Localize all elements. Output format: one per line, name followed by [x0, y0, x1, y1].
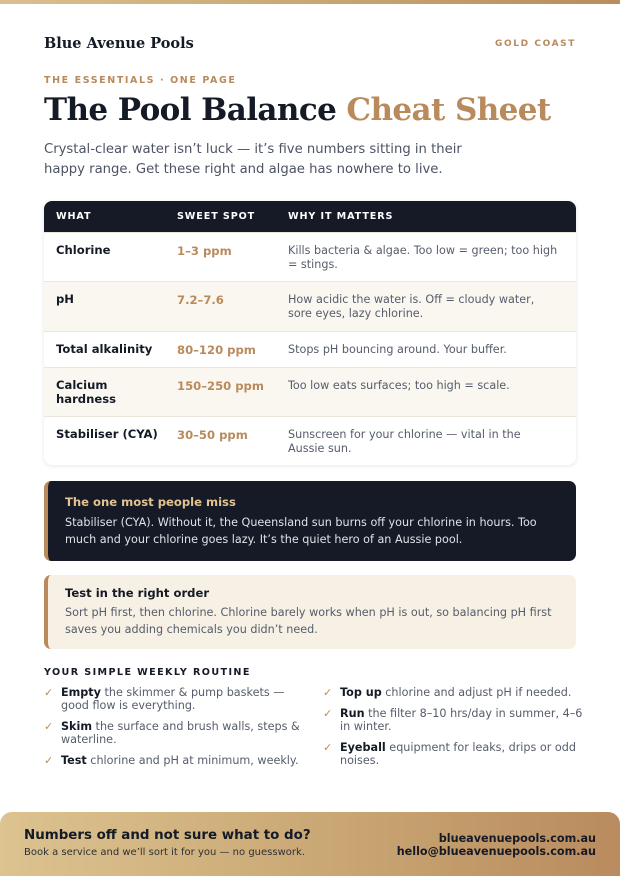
- callout-body: Stabiliser (CYA). Without it, the Queensland sun burns off your chlorine in hours. Too much and your chlorine goes lazy. It’s the quiet hero of an Aussie pool.: [65, 516, 537, 546]
- tip-callout-light: [44, 575, 576, 649]
- row-why: Sunscreen for your chlorine — vital in the Aussie sun.: [288, 428, 521, 455]
- eyebrow: THE ESSENTIALS · ONE PAGE: [44, 75, 237, 86]
- table-header: [44, 201, 576, 232]
- balance-table: [44, 201, 576, 465]
- routine-title: YOUR SIMPLE WEEKLY ROUTINE: [44, 667, 251, 678]
- callout-heading: The one most people miss: [65, 495, 236, 509]
- routine-list-right: [323, 686, 583, 775]
- callout-heading: Test in the right order: [65, 586, 210, 600]
- row-range: 80–120 ppm: [177, 343, 256, 357]
- check-icon: ✓: [323, 686, 333, 699]
- list-item: ✓ Skim the surface and brush walls, steps & waterline.: [44, 720, 300, 746]
- top-accent-bar: [0, 0, 620, 4]
- header-sweet-spot: SWEET SPOT: [177, 211, 256, 222]
- table-row: [44, 281, 576, 331]
- check-icon: ✓: [44, 686, 54, 699]
- check-icon: ✓: [44, 720, 54, 733]
- check-icon: ✓: [323, 707, 333, 720]
- row-what: Chlorine: [56, 243, 111, 257]
- brand-name: Blue Avenue Pools: [44, 35, 194, 52]
- header-what: WHAT: [56, 211, 92, 222]
- list-item: ✓ Top up chlorine and adjust pH if needed.: [323, 686, 572, 699]
- table-row: [44, 367, 576, 416]
- row-what: pH: [56, 292, 75, 306]
- list-item: ✓ Test chlorine and pH at minimum, weekly.: [44, 754, 299, 767]
- routine-list-left: [44, 686, 304, 775]
- table-row: [44, 331, 576, 367]
- row-what: Calcium hardness: [56, 378, 117, 406]
- row-why: Kills bacteria & algae. Too low = green; too high = stings.: [288, 244, 558, 271]
- email-link[interactable]: hello@blueavenuepools.com.au: [396, 845, 596, 858]
- footer-subtext: Book a service and we’ll sort it for you — no guesswork.: [24, 847, 305, 858]
- row-range: 1–3 ppm: [177, 244, 232, 258]
- row-range: 30–50 ppm: [177, 428, 248, 442]
- row-range: 150–250 ppm: [177, 379, 264, 393]
- row-why: Too low eats surfaces; too high = scale.: [288, 379, 510, 392]
- row-why: How acidic the water is. Off = cloudy water, sore eyes, lazy chlorine.: [288, 293, 535, 320]
- footer-banner: [0, 812, 620, 876]
- header-why: WHY IT MATTERS: [288, 211, 394, 222]
- website-link[interactable]: blueavenuepools.com.au: [438, 832, 596, 845]
- table-row: [44, 232, 576, 281]
- check-icon: ✓: [44, 754, 54, 767]
- list-item: ✓ Empty the skimmer & pump baskets — good flow is everything.: [44, 686, 285, 712]
- row-why: Stops pH bouncing around. Your buffer.: [288, 343, 507, 356]
- callout-body: Sort pH first, then chlorine. Chlorine barely works when pH is out, so balancing pH first saves you adding chemicals you didn’t need.: [65, 606, 552, 636]
- footer-question: Numbers off and not sure what to do?: [24, 828, 311, 843]
- row-range: 7.2–7.6: [177, 293, 224, 307]
- row-what: Stabiliser (CYA): [56, 427, 158, 441]
- title-accent: Cheat Sheet: [346, 92, 551, 128]
- page-title: [44, 92, 551, 128]
- table-row: [44, 416, 576, 465]
- list-item: ✓ Eyeball equipment for leaks, drips or odd noises.: [323, 741, 576, 767]
- check-icon: ✓: [323, 741, 333, 754]
- list-item: ✓ Run the filter 8–10 hrs/day in summer, 4–6 in winter.: [323, 707, 583, 733]
- region-label: GOLD COAST: [495, 39, 576, 49]
- intro-text: Crystal-clear water isn’t luck — it’s five numbers sitting in their happy range. Get these right and algae has nowhere to live.: [44, 142, 462, 177]
- title-main: The Pool Balance: [44, 92, 347, 128]
- tip-callout-dark: [44, 481, 576, 561]
- row-what: Total alkalinity: [56, 342, 153, 356]
